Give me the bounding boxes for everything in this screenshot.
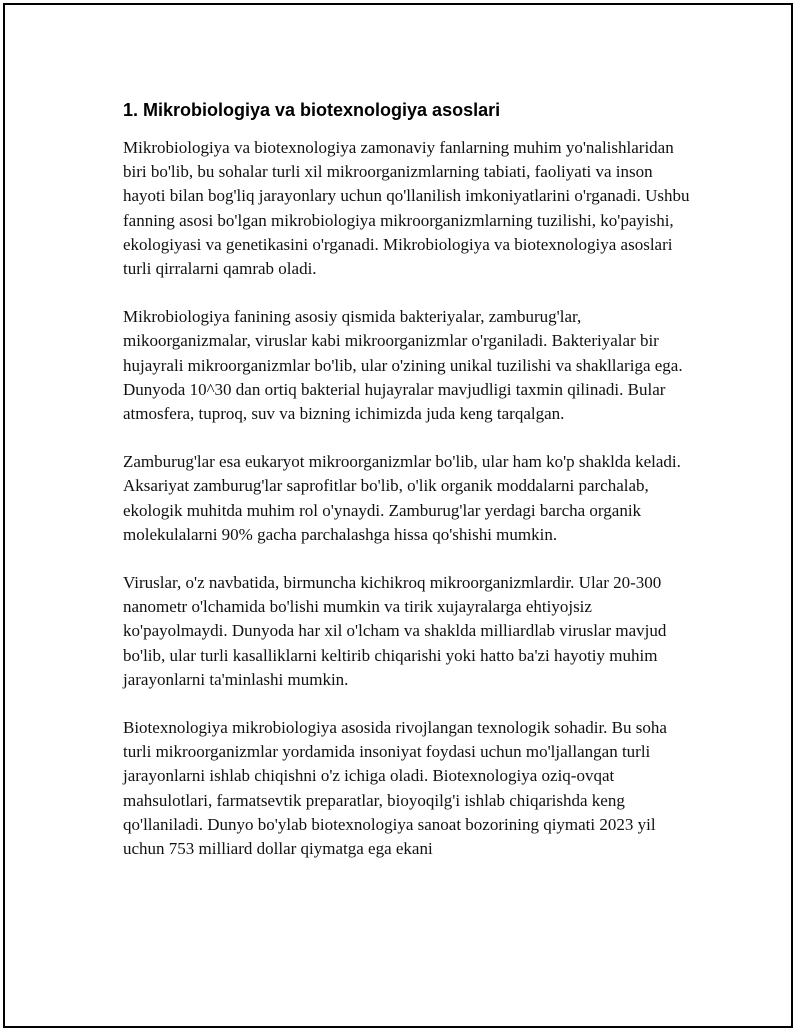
section-heading: 1. Mikrobiologiya va biotexnologiya asoslari	[123, 100, 501, 120]
page-frame	[3, 3, 793, 1028]
paragraph-fungi: Zamburug'lar esa eukaryot mikroorganizmlar bo'lib, ular ham ko'p shaklda keladi. Aksariyat zamburug'lar saprofitlar bo'lib, o'lik organik moddalarni parchalab, ekologik muhitda muhim rol o'ynaydi. Zamburug'lar yerdagi barcha organik molekulalarni 90% gacha parchalashga hissa qo'shishi mumkin.	[123, 452, 681, 544]
paragraph-viruses: Viruslar, o'z navbatida, birmuncha kichikroq mikroorganizmlardir. Ular 20-300 nanometr o'lchamida bo'lishi mumkin va tirik xujayralarga ehtiyojsiz ko'payolmaydi. Dunyoda har xil o'lcham va shaklda milliardlab viruslar mavjud bo'lib, ular turli kasalliklarni keltirib chiqarishi yoki hatto ba'zi hayotiy muhim jarayonlarni ta'minlashi mumkin.	[123, 573, 667, 689]
paragraph-intro: Mikrobiologiya va biotexnologiya zamonaviy fanlarning muhim yo'nalishlaridan biri bo'lib, bu sohalar turli xil mikroorganizmlarning tabiati, faoliyati va inson hayoti bilan bog'liq jarayonlary uchun qo'llanilish imkoniyatlarini o'rganadi. Ushbu fanning asosi bo'lgan mikrobiologiya mikroorganizmlarning tuzilishi, ko'payishi, ekologiyasi va genetikasini o'rganadi. Mikrobiologiya va biotexnologiya asoslari turli qirralarni qamrab oladi.	[123, 138, 690, 279]
paragraph-biotechnology: Biotexnologiya mikrobiologiya asosida rivojlangan texnologik sohadir. Bu soha turli mikroorganizmlar yordamida insoniyat foydasi uchun mo'ljallangan turli jarayonlarni ishlab chiqishni o'z ichiga oladi. Biotexnologiya oziq-ovqat mahsulotlari, farmatsevtik preparatlar, bioyoqilg'i ishlab chiqarishda keng qo'llaniladi. Dunyo bo'ylab biotexnologiya sanoat bozorining qiymati 2023 yil uchun 753 milliard dollar qiymatga ega ekani	[123, 718, 667, 859]
paragraph-bacteria: Mikrobiologiya fanining asosiy qismida bakteriyalar, zamburug'lar, mikoorganizmalar, viruslar kabi mikroorganizmlar o'rganiladi. Bakteriyalar bir hujayrali mikroorganizmlar bo'lib, ular o'zining unikal tuzilishi va shakllariga ega. Dunyoda 10^30 dan ortiq bakterial hujayralar mavjudligi taxmin qilinadi. Bular atmosfera, tuproq, suv va bizning ichimizda juda keng tarqalgan.	[123, 307, 683, 424]
document-body	[123, 97, 693, 885]
